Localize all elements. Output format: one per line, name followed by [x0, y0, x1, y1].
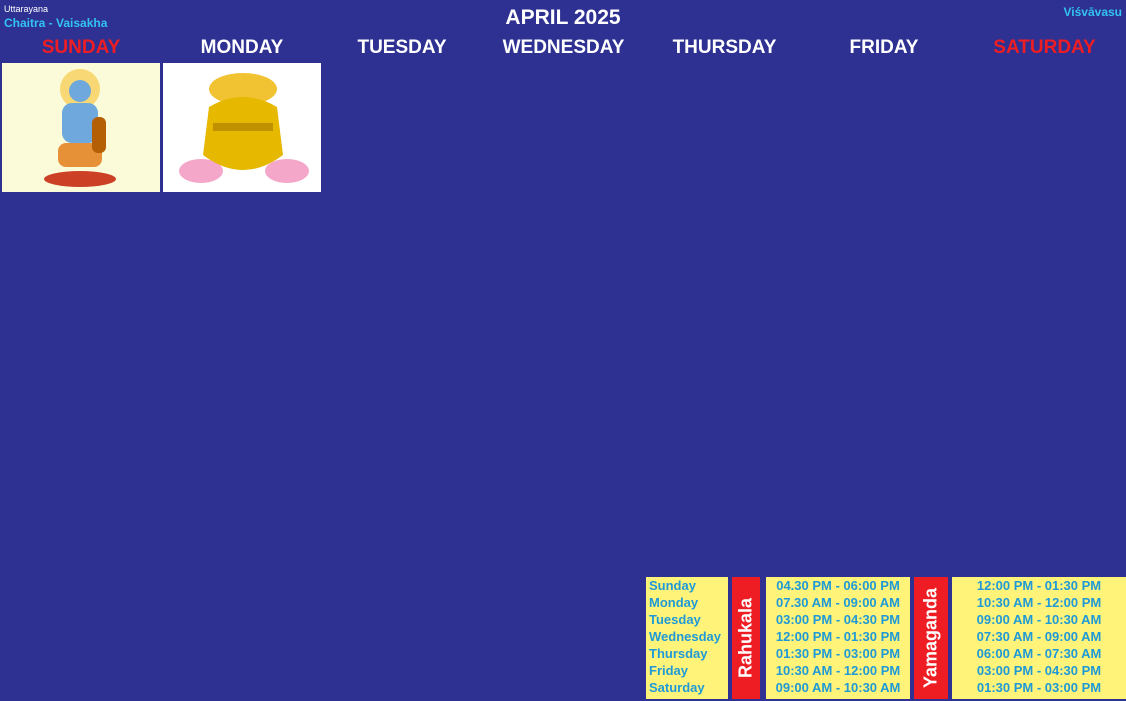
rahukala-time: 12:00 PM - 01:30 PM	[775, 629, 901, 644]
calendar-header	[0, 0, 1126, 33]
yamaganda-time: 12:00 PM - 01:30 PM	[976, 578, 1102, 593]
chaitra-vaisakha-label: Chaitra - Vaisakha	[4, 16, 108, 30]
legend-days	[646, 577, 728, 699]
rahukala-time: 09:00 AM - 10:30 AM	[775, 680, 901, 695]
dayname-monday: MONDAY	[163, 35, 321, 61]
rahukala-time: 07.30 AM - 09:00 AM	[775, 595, 901, 610]
hanuman-image	[32, 67, 128, 192]
dayname-friday: FRIDAY	[805, 35, 963, 61]
legend-day: Wednesday	[649, 629, 722, 644]
yamaganda-times	[952, 577, 1126, 699]
yamaganda-time: 09:00 AM - 10:30 AM	[976, 612, 1102, 627]
rahukala-yamaganda-legend	[646, 575, 1126, 701]
yamaganda-time: 07:30 AM - 09:00 AM	[976, 629, 1102, 644]
dayname-thursday: THURSDAY	[646, 35, 803, 61]
legend-day: Monday	[649, 595, 699, 610]
yamaganda-time: 01:30 PM - 03:00 PM	[976, 680, 1102, 695]
yamaganda-time: 06:00 AM - 07:30 AM	[976, 646, 1102, 661]
rahukala-label: Rahukala	[732, 577, 760, 699]
year-name-label: Viśvāvasu	[1063, 5, 1122, 19]
rahukala-time: 10:30 AM - 12:00 PM	[775, 663, 901, 678]
rahukala-times	[766, 577, 910, 699]
dayname-tuesday: TUESDAY	[323, 35, 481, 61]
yamaganda-label: Yamaganda	[914, 577, 948, 699]
rahukala-time: 03:00 PM - 04:30 PM	[775, 612, 901, 627]
dayname-sunday: SUNDAY	[2, 35, 160, 61]
kalash-image	[171, 67, 313, 192]
legend-day: Tuesday	[649, 612, 701, 627]
hanuman-image-cell	[2, 63, 160, 192]
rahukala-time: 04.30 PM - 06:00 PM	[776, 578, 900, 593]
yamaganda-time: 03:00 PM - 04:30 PM	[976, 663, 1102, 678]
legend-day: Saturday	[649, 680, 705, 695]
legend-day: Thursday	[649, 646, 708, 661]
uttarayana-label: Uttarayana	[4, 4, 49, 14]
legend-day: Friday	[649, 663, 689, 678]
rahukala-time: 01:30 PM - 03:00 PM	[775, 646, 901, 661]
month-title: APRIL 2025	[505, 6, 621, 29]
dayname-saturday: SATURDAY	[965, 35, 1124, 61]
dayname-wednesday: WEDNESDAY	[483, 35, 644, 61]
yamaganda-time: 10:30 AM - 12:00 PM	[976, 595, 1102, 610]
kalash-image-cell	[163, 63, 321, 192]
legend-day: Sunday	[649, 578, 696, 593]
